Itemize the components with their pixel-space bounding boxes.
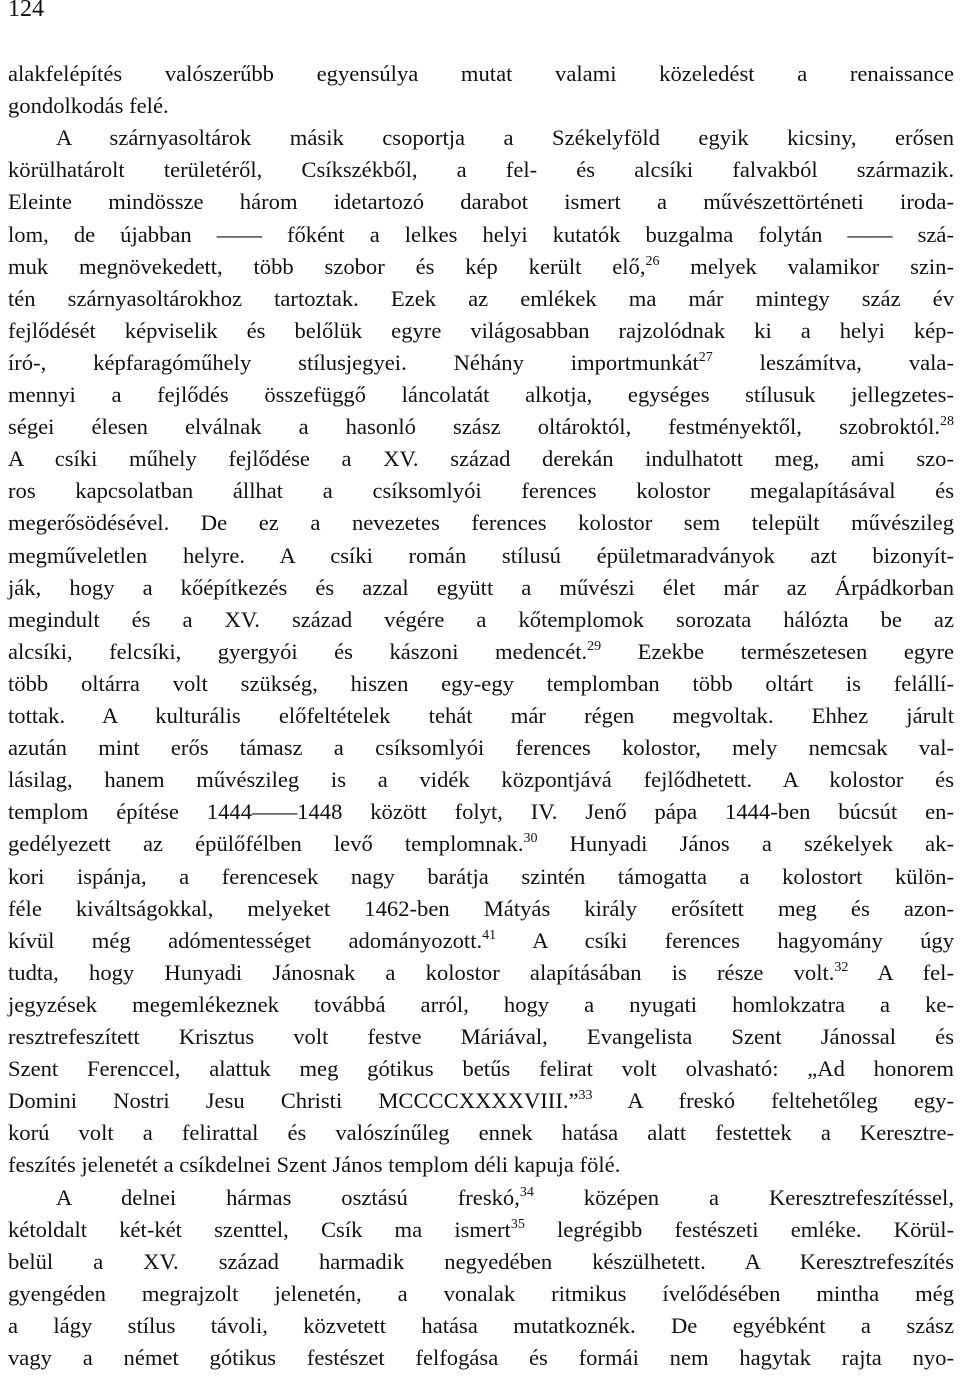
text-line: [8, 1053, 954, 1085]
text-line: [8, 122, 954, 154]
footnote-ref: 34: [519, 1184, 534, 1200]
text-segment: kétoldalt két-két szenttel, Csík ma ismert: [8, 1216, 511, 1242]
text-segment: A csíki ferences hagyomány úgy: [496, 927, 954, 953]
text-segment: mennyi a fejlődés összefüggő láncolatát alkotja, egységes stílusuk jellegzetes-: [8, 382, 954, 407]
text-line: [8, 796, 954, 828]
text-line: [8, 893, 954, 925]
text-segment: tudta, hogy Hunyadi Jánosnak a kolostor alapításában is része volt.: [8, 959, 835, 985]
text-line: [8, 154, 954, 186]
text-line: [8, 732, 954, 764]
text-segment: körülhatárolt területéről, Csíkszékből, a fel- és alcsíki falvakból származik.: [8, 157, 954, 183]
footnote-ref: 32: [834, 959, 849, 975]
text-segment: tén szárnyasoltárokhoz tartoztak. Ezek az emlékek ma már mintegy száz év: [8, 285, 954, 311]
text-segment: alcsíki, felcsíki, gyergyói és kászoni medencét.: [8, 638, 588, 664]
text-line: [8, 700, 954, 732]
text-segment: megindult és a XV. század végére a kőtemplomok sorozata hálózta be az: [8, 606, 954, 632]
footnote-ref: 30: [523, 831, 538, 847]
text-segment: több oltárra volt szükség, hiszen egy-egy templomban több oltárt is felállí-: [8, 670, 954, 696]
text-segment: ják, hogy a kőépítkezés és azzal együtt a művészi élet már az Árpádkorban: [8, 574, 954, 600]
text-line: [8, 443, 954, 475]
page-number: 124: [8, 0, 44, 22]
text-segment: Domini Nostri Jesu Christi MCCCCXXXXVIII.”: [8, 1088, 579, 1114]
text-segment: leszámítva, vala-: [712, 349, 954, 375]
text-segment: a lágy stílus távoli, közvetett hatása mutatkoznék. De egyébként a szász: [8, 1312, 954, 1338]
text-segment: legrégibb festészeti emléke. Körül-: [524, 1216, 954, 1242]
text-segment: korú volt a felirattal és valószínűleg ennek hatása alatt festettek a Keresztre-: [8, 1120, 954, 1146]
text-segment: gedélyezett az épülőfélben levő templomnak.: [8, 831, 524, 857]
text-segment: gyengéden megrajzolt jelenetén, a vonalak ritmikus ívelődésében mintha még: [8, 1280, 954, 1306]
footnote-ref: 33: [578, 1088, 593, 1104]
text-segment: fejlődését képviselik és belőlük egyre világosabban rajzolódnak ki a helyi kép-: [8, 317, 954, 343]
text-line: [8, 1214, 954, 1246]
footnote-ref: 29: [587, 638, 602, 654]
text-line: [8, 58, 954, 90]
text-segment: Szent Ferenccel, alattuk meg gótikus betűs felirat volt olvasható: „Ad honorem: [8, 1056, 954, 1082]
text-line: [8, 1085, 954, 1117]
text-segment: resztrefeszített Krisztus volt festve Máriával, Evangelista Szent Jánossal és: [8, 1024, 954, 1049]
footnote-ref: 28: [940, 414, 954, 430]
text-line: [8, 828, 954, 860]
text-segment: A delnei hármas osztású freskó,: [56, 1184, 520, 1210]
footnote-ref: 35: [510, 1216, 525, 1232]
text-segment: Eleinte mindössze három idetartozó darabot ismert a művészettörténeti iroda-: [8, 189, 954, 215]
text-line: [8, 1117, 954, 1149]
text-segment: alakfelépítés valószerűbb egyensúlya mutat valami közeledést a renaissance: [8, 61, 954, 86]
text-line: [8, 636, 954, 668]
text-line: [8, 957, 954, 989]
text-line: [8, 668, 954, 700]
text-segment: féle kiváltságokkal, melyeket 1462-ben Mátyás király erősített meg és azon-: [8, 895, 954, 921]
text-line: [8, 1278, 954, 1310]
text-segment: ros kapcsolatban állhat a csíksomlyói ferences kolostor megalapításával és: [8, 478, 954, 504]
footnote-ref: 27: [698, 349, 713, 365]
text-segment: feszítés jelenetét a csíkdelnei Szent János templom déli kapuja fölé.: [8, 1152, 621, 1178]
footnote-ref: 26: [645, 253, 660, 269]
text-line: [8, 1310, 954, 1342]
text-segment: belül a XV. század harmadik negyedében készülhetett. A Keresztrefeszítés: [8, 1248, 954, 1274]
text-segment: kori ispánja, a ferencesek nagy barátja szintén támogatta a kolostort külön-: [8, 863, 954, 889]
text-segment: lásilag, hanem művészileg is a vidék központjává fejlődhetett. A kolostor és: [8, 767, 954, 793]
text-segment: vagy a német gótikus festészet felfogása és formái nem hagytak rajta nyo-: [8, 1345, 954, 1370]
text-segment: ségei élesen elválnak a hasonló szász oltároktól, festményektől, szobroktól.: [8, 414, 940, 440]
text-line: [8, 540, 954, 572]
text-segment: melyek valamikor szin-: [659, 253, 954, 279]
text-segment: A freskó feltehetőleg egy-: [592, 1088, 954, 1114]
text-line: [8, 411, 954, 443]
text-segment: lom, de újabban —— főként a lelkes helyi kutatók buzgalma folytán —— szá-: [8, 221, 954, 247]
text-line: [8, 764, 954, 796]
text-line: [8, 989, 954, 1021]
text-segment: megerősödésével. De ez a nevezetes ferences kolostor sem települt művészileg: [8, 510, 954, 536]
text-segment: Ezekbe természetesen egyre: [601, 638, 954, 664]
text-segment: templom építése 1444——1448 között folyt, IV. Jenő pápa 1444-ben búcsút en-: [8, 799, 954, 825]
text-line: [8, 475, 954, 507]
text-segment: A szárnyasoltárok másik csoportja a Székelyföld egyik kicsiny, erősen: [56, 125, 954, 151]
text-line: [8, 315, 954, 347]
text-segment: középen a Keresztrefeszítéssel,: [533, 1184, 954, 1210]
text-line: [8, 507, 954, 539]
text-segment: megműveletlen helyre. A csíki román stílusú épületmaradványok azt bizonyít-: [8, 542, 954, 568]
text-line: [8, 1021, 954, 1053]
text-segment: Hunyadi János a székelyek ak-: [537, 831, 955, 857]
text-segment: A fel-: [848, 959, 954, 985]
text-segment: író-, képfaragóműhely stílusjegyei. Néhány importmunkát: [8, 349, 699, 375]
text-line: [8, 219, 954, 251]
text-line: [8, 604, 954, 636]
text-line: [8, 1246, 954, 1278]
text-line: [8, 283, 954, 315]
text-line: [8, 186, 954, 218]
text-line: [8, 1149, 954, 1181]
text-segment: kívül még adómentességet adományozott.: [8, 927, 483, 953]
footnote-ref: 41: [482, 927, 497, 943]
text-line: [8, 1182, 954, 1214]
text-segment: gondolkodás felé.: [8, 93, 169, 119]
text-line: [8, 1342, 954, 1374]
text-segment: muk megnövekedett, több szobor és kép került elő,: [8, 253, 646, 279]
text-line: [8, 572, 954, 604]
text-line: [8, 347, 954, 379]
text-segment: A csíki műhely fejlődése a XV. század derekán indulhatott meg, ami szo-: [8, 446, 954, 472]
text-line: [8, 90, 954, 122]
text-line: [8, 379, 954, 411]
text-segment: tottak. A kulturális előfeltételek tehát már régen megvoltak. Ehhez járult: [8, 703, 954, 728]
text-segment: azután mint erős támasz a csíksomlyói ferences kolostor, mely nemcsak val-: [8, 735, 954, 761]
text-line: [8, 861, 954, 893]
text-line: [8, 251, 954, 283]
text-segment: jegyzések megemlékeznek továbbá arról, hogy a nyugati homlokzatra a ke-: [8, 991, 954, 1017]
text-line: [8, 925, 954, 957]
